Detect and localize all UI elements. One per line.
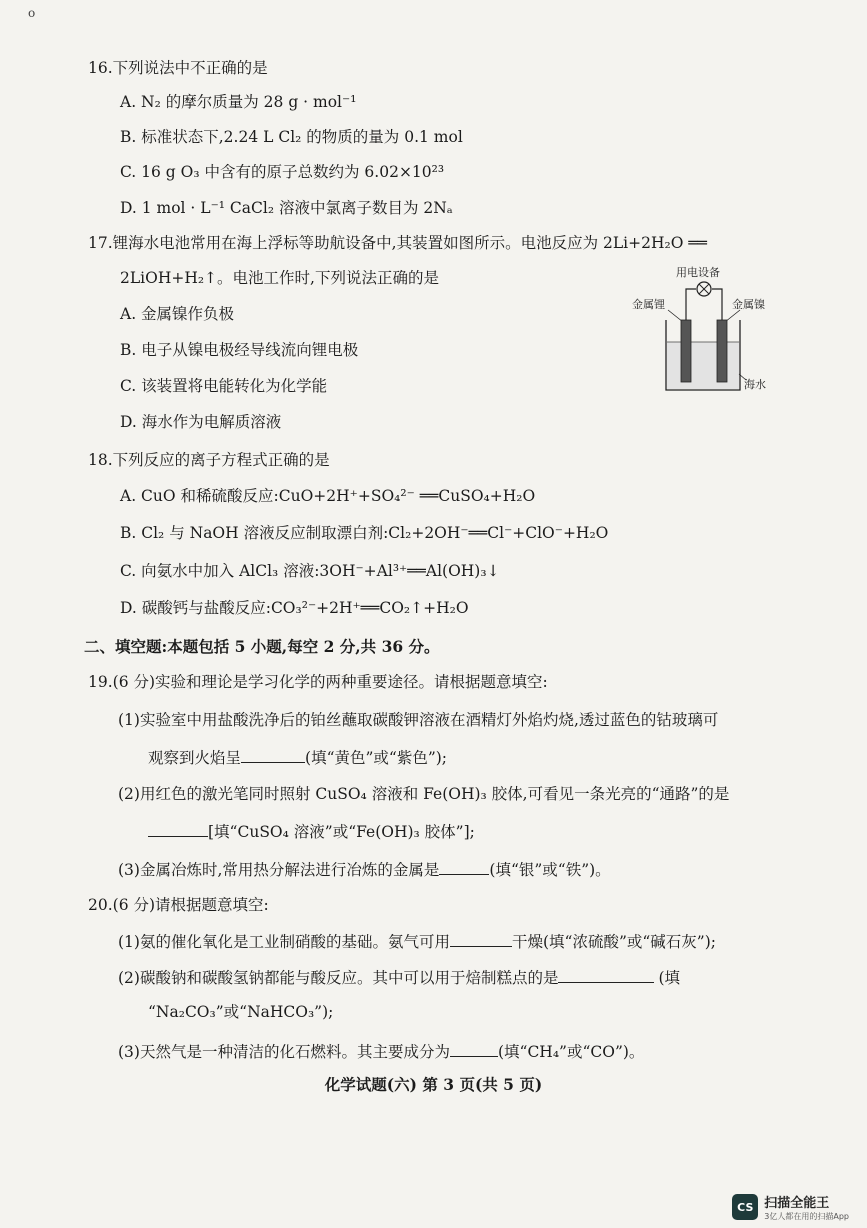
q19-part1-prefix: 观察到火焰呈 [148, 749, 242, 767]
q20-blank-3[interactable] [450, 1040, 498, 1057]
device-label: 用电设备 [676, 266, 720, 279]
page-footer: 化学试题(六) 第 3 页(共 5 页) [324, 1075, 543, 1094]
q19-blank-2[interactable] [148, 820, 208, 837]
q20-part2-line1 [118, 966, 680, 988]
q20-part3-prefix: (3)天然气是一种清洁的化石燃料。其主要成分为 [118, 1043, 450, 1061]
q19-blank-1[interactable] [241, 746, 305, 763]
q18-option-c: C. 向氨水中加入 AlCl₃ 溶液:3OH⁻+Al³⁺══Al(OH)₃↓ [120, 562, 500, 580]
nickel-electrode [717, 320, 727, 382]
q17-option-c: C. 该装置将电能转化为化学能 [120, 377, 328, 395]
q19-part1-line1: (1)实验室中用盐酸洗净后的铂丝蘸取碳酸钾溶液在酒精灯外焰灼烧,透过蓝色的钴玻璃可 [118, 711, 719, 729]
watermark-subtitle: 3亿人都在用的扫描App [764, 1212, 849, 1221]
q16-option-b: B. 标准状态下,2.24 L Cl₂ 的物质的量为 0.1 mol [120, 128, 463, 146]
q18-option-b: B. Cl₂ 与 NaOH 溶液反应制取漂白剂:Cl₂+2OH⁻══Cl⁻+ClO⁻+H₂O [120, 524, 609, 542]
q20-part2-prefix: (2)碳酸钠和碳酸氢钠都能与酸反应。其中可以用于焙制糕点的是 [118, 969, 559, 987]
q19-part2-suffix: [填“CuSO₄ 溶液”或“Fe(OH)₃ 胶体”]; [208, 823, 475, 841]
q20-stem: 20.(6 分)请根据题意填空: [88, 896, 269, 914]
q18-stem: 18.下列反应的离子方程式正确的是 [88, 451, 330, 469]
q20-blank-2[interactable] [558, 966, 654, 983]
section-heading: 二、填空题:本题包括 5 小题,每空 2 分,共 36 分。 [84, 637, 440, 656]
lithium-electrode [681, 320, 691, 382]
q20-part2-suffix: (填 [658, 969, 681, 987]
q20-part1 [118, 930, 716, 952]
q19-part3 [118, 858, 611, 880]
camscanner-logo-icon: CS [732, 1194, 758, 1220]
q16-option-a: A. N₂ 的摩尔质量为 28 g · mol⁻¹ [120, 93, 357, 111]
q20-part3 [118, 1040, 644, 1062]
q19-part3-prefix: (3)金属冶炼时,常用热分解法进行冶炼的金属是 [118, 861, 440, 879]
left-electrode-label: 金属锂 [632, 298, 665, 311]
q16-option-c: C. 16 g O₃ 中含有的原子总数约为 6.02×10²³ [120, 163, 445, 181]
right-electrode-label: 金属镍 [732, 298, 765, 311]
q19-part3-suffix: (填“银”或“铁”)。 [489, 861, 611, 879]
battery-diagram [628, 262, 778, 402]
q19-part2-line2 [148, 820, 475, 842]
q19-blank-3[interactable] [439, 858, 489, 875]
q20-part1-prefix: (1)氨的催化氧化是工业制硝酸的基础。氨气可用 [118, 933, 450, 951]
q17-option-a: A. 金属镍作负极 [120, 305, 235, 323]
q19-part1-line2 [148, 746, 447, 768]
q20-blank-1[interactable] [450, 930, 512, 947]
q20-part3-suffix: (填“CH₄”或“CO”)。 [497, 1043, 645, 1061]
q18-option-a: A. CuO 和稀硫酸反应:CuO+2H⁺+SO₄²⁻ ══CuSO₄+H₂O [120, 487, 536, 505]
q17-option-b: B. 电子从镍电极经导线流向锂电极 [120, 341, 359, 359]
q19-part1-suffix: (填“黄色”或“紫色”); [305, 749, 448, 767]
q17-stem-line2: 2LiOH+H₂↑。电池工作时,下列说法正确的是 [120, 269, 439, 287]
q16-stem: 16.下列说法中不正确的是 [88, 59, 268, 77]
watermark-title: 扫描全能王 [764, 1196, 830, 1211]
q19-stem: 19.(6 分)实验和理论是学习化学的两种重要途径。请根据题意填空: [88, 673, 548, 691]
electrolyte-label: 海水 [744, 378, 766, 391]
corner-mark: o [28, 6, 36, 20]
scanner-watermark [732, 1192, 849, 1222]
q18-option-d: D. 碳酸钙与盐酸反应:CO₃²⁻+2H⁺══CO₂↑+H₂O [120, 599, 469, 617]
q19-part2-line1: (2)用红色的激光笔同时照射 CuSO₄ 溶液和 Fe(OH)₃ 胶体,可看见一条光亮的“通路”的是 [118, 785, 730, 803]
q20-part1-suffix: 干燥(填“浓硫酸”或“碱石灰”); [511, 933, 716, 951]
q20-part2-line2: “Na₂CO₃”或“NaHCO₃”); [148, 1003, 334, 1021]
q16-option-d: D. 1 mol · L⁻¹ CaCl₂ 溶液中氯离子数目为 2Nₐ [120, 199, 453, 217]
q17-stem-line1: 17.锂海水电池常用在海上浮标等助航设备中,其装置如图所示。电池反应为 2Li+2H₂O ══ [88, 234, 707, 252]
q17-option-d: D. 海水作为电解质溶液 [120, 413, 282, 431]
